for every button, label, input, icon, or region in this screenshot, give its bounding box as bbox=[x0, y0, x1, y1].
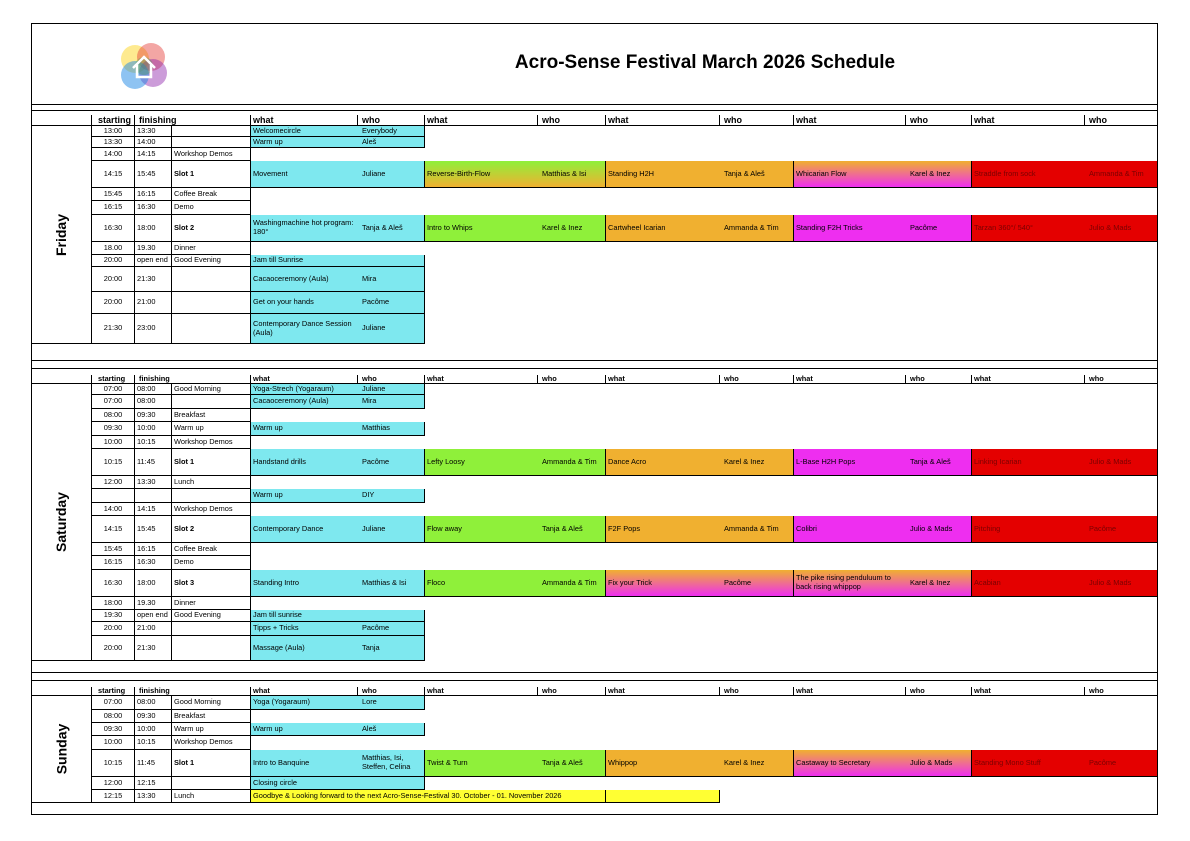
header-what: what bbox=[251, 115, 358, 126]
start-time bbox=[92, 489, 135, 503]
header-who: who bbox=[906, 687, 972, 696]
day-label bbox=[31, 696, 92, 803]
separator-line bbox=[31, 672, 1158, 673]
festival-logo-icon bbox=[115, 37, 173, 95]
slot-label: Breakfast bbox=[172, 710, 251, 723]
session-teacher: Karel & Inez bbox=[906, 161, 972, 188]
start-time: 13:30 bbox=[92, 137, 135, 148]
slot-label: Good Morning bbox=[172, 696, 251, 710]
start-time: 12:15 bbox=[92, 790, 135, 803]
session-teacher: Tanja & Aleš bbox=[720, 161, 794, 188]
start-time: 16:15 bbox=[92, 201, 135, 215]
session-title: Standing Mono Stuff bbox=[972, 750, 1085, 777]
end-time: 15:45 bbox=[135, 161, 172, 188]
session-title: Contemporary Dance bbox=[251, 516, 358, 543]
session-title: Warm up bbox=[251, 489, 358, 503]
slot-label: Good Evening bbox=[172, 255, 251, 267]
start-time: 19:30 bbox=[92, 610, 135, 622]
separator-line bbox=[31, 680, 1158, 681]
header-finishing: finishing bbox=[135, 115, 251, 126]
start-time: 08:00 bbox=[92, 409, 135, 422]
session-teacher: Mira bbox=[358, 267, 425, 292]
session-teacher: Juliane bbox=[358, 384, 425, 395]
slot-label bbox=[172, 636, 251, 661]
session-teacher: Ammanda & Tim bbox=[538, 449, 606, 476]
session-title: Tipps + Tricks bbox=[251, 622, 358, 636]
start-time: 10:15 bbox=[92, 449, 135, 476]
header-what: what bbox=[606, 375, 720, 384]
slot-label: Dinner bbox=[172, 597, 251, 610]
goodbye-banner-tail bbox=[606, 790, 720, 803]
session-teacher: DIY bbox=[358, 489, 425, 503]
end-time: 11:45 bbox=[135, 449, 172, 476]
slot-label bbox=[172, 137, 251, 148]
session-title: Floco bbox=[425, 570, 538, 597]
end-time: 09:30 bbox=[135, 710, 172, 723]
end-time: 08:00 bbox=[135, 696, 172, 710]
session-teacher: Juliane bbox=[358, 161, 425, 188]
slot-label bbox=[172, 314, 251, 344]
end-time: 21:00 bbox=[135, 622, 172, 636]
start-time: 16:30 bbox=[92, 570, 135, 597]
session-title: Pitching bbox=[972, 516, 1085, 543]
separator-line bbox=[31, 368, 1158, 369]
header-who: who bbox=[358, 115, 425, 126]
slot-label: Warm up bbox=[172, 723, 251, 736]
session-title: Fix your Trick bbox=[606, 570, 720, 597]
start-time: 20:00 bbox=[92, 267, 135, 292]
end-time bbox=[135, 489, 172, 503]
slot-label: Breakfast bbox=[172, 409, 251, 422]
header-starting: starting bbox=[92, 687, 135, 696]
header-what: what bbox=[972, 375, 1085, 384]
slot-label: Slot 1 bbox=[172, 750, 251, 777]
session-title: Jam till Sunrise bbox=[251, 255, 358, 267]
session-teacher: Tanja bbox=[358, 636, 425, 661]
header-who: who bbox=[906, 375, 972, 384]
slot-label: Good Evening bbox=[172, 610, 251, 622]
start-time: 10:15 bbox=[92, 750, 135, 777]
start-time: 16:30 bbox=[92, 215, 135, 242]
session-title: Intro to Whips bbox=[425, 215, 538, 242]
start-time: 12:00 bbox=[92, 476, 135, 489]
end-time: 21:30 bbox=[135, 636, 172, 661]
start-time: 14:00 bbox=[92, 503, 135, 516]
session-title: Dance Acro bbox=[606, 449, 720, 476]
session-teacher: Julio & Mads bbox=[1085, 215, 1158, 242]
slot-label: Warm up bbox=[172, 422, 251, 436]
header-who: who bbox=[1085, 375, 1158, 384]
session-teacher: Juliane bbox=[358, 314, 425, 344]
header-blank bbox=[31, 115, 92, 126]
session-teacher: Karel & Inez bbox=[906, 570, 972, 597]
end-time: 11:45 bbox=[135, 750, 172, 777]
session-title: Flow away bbox=[425, 516, 538, 543]
session-teacher bbox=[358, 610, 425, 622]
slot-label bbox=[172, 292, 251, 314]
session-title: F2F Pops bbox=[606, 516, 720, 543]
session-teacher: Julio & Mads bbox=[906, 516, 972, 543]
slot-label: Workshop Demos bbox=[172, 503, 251, 516]
slot-label bbox=[172, 489, 251, 503]
end-time: 21:30 bbox=[135, 267, 172, 292]
start-time: 08:00 bbox=[92, 710, 135, 723]
header-who: who bbox=[358, 687, 425, 696]
separator-line bbox=[31, 110, 1158, 111]
start-time: 21:30 bbox=[92, 314, 135, 344]
session-title: Intro to Banquine bbox=[251, 750, 358, 777]
separator-line bbox=[31, 360, 1158, 361]
session-title: Whicarian Flow bbox=[794, 161, 906, 188]
start-time: 18.00 bbox=[92, 242, 135, 255]
session-teacher: Julio & Mads bbox=[1085, 570, 1158, 597]
start-time: 07:00 bbox=[92, 395, 135, 409]
slot-label: Dinner bbox=[172, 242, 251, 255]
header-who: who bbox=[1085, 687, 1158, 696]
slot-label: Demo bbox=[172, 201, 251, 215]
header-blank bbox=[31, 687, 92, 696]
header-what: what bbox=[251, 687, 358, 696]
session-title: L-Base H2H Pops bbox=[794, 449, 906, 476]
end-time: 10:15 bbox=[135, 436, 172, 449]
slot-label: Workshop Demos bbox=[172, 436, 251, 449]
header-who: who bbox=[720, 115, 794, 126]
session-teacher: Pacôme bbox=[358, 449, 425, 476]
end-time: 13:30 bbox=[135, 790, 172, 803]
end-time: 14:00 bbox=[135, 137, 172, 148]
end-time: 19.30 bbox=[135, 242, 172, 255]
slot-label bbox=[172, 267, 251, 292]
session-title: Tarzan 360°/ 540° bbox=[972, 215, 1085, 242]
start-time: 18:00 bbox=[92, 597, 135, 610]
header-starting: starting bbox=[92, 115, 135, 126]
start-time: 10:00 bbox=[92, 436, 135, 449]
session-teacher: Everybody bbox=[358, 126, 425, 137]
session-title: Closing circle bbox=[251, 777, 358, 790]
slot-label bbox=[172, 622, 251, 636]
page-title: Acro-Sense Festival March 2026 Schedule bbox=[514, 52, 896, 73]
end-time: 08:00 bbox=[135, 395, 172, 409]
end-time: 13:30 bbox=[135, 476, 172, 489]
start-time: 07:00 bbox=[92, 384, 135, 395]
end-time: 16:15 bbox=[135, 543, 172, 556]
header-who: who bbox=[538, 687, 606, 696]
day-name: Saturday bbox=[52, 492, 69, 552]
session-teacher: Karel & Inez bbox=[720, 449, 794, 476]
session-teacher bbox=[358, 255, 425, 267]
session-title: Cartwheel Icarian bbox=[606, 215, 720, 242]
session-title: Warm up bbox=[251, 137, 358, 148]
session-teacher: Pacôme bbox=[906, 215, 972, 242]
header-who: who bbox=[538, 115, 606, 126]
slot-label: Slot 3 bbox=[172, 570, 251, 597]
day-label bbox=[31, 384, 92, 661]
header-who: who bbox=[720, 687, 794, 696]
end-time: 12:15 bbox=[135, 777, 172, 790]
end-time: 10:00 bbox=[135, 422, 172, 436]
session-teacher: Pacôme bbox=[358, 292, 425, 314]
end-time: 09:30 bbox=[135, 409, 172, 422]
header-finishing: finishing bbox=[135, 375, 251, 384]
session-teacher: Juliane bbox=[358, 516, 425, 543]
start-time: 12:00 bbox=[92, 777, 135, 790]
header-what: what bbox=[425, 115, 538, 126]
header-who: who bbox=[1085, 115, 1158, 126]
session-teacher: Ammanda & Tim bbox=[538, 570, 606, 597]
end-time: 19.30 bbox=[135, 597, 172, 610]
separator-line bbox=[31, 104, 1158, 105]
start-time: 20:00 bbox=[92, 636, 135, 661]
start-time: 20:00 bbox=[92, 622, 135, 636]
goodbye-banner: Goodbye & Looking forward to the next Acro-Sense-Festival 30. October - 01. November 2026 bbox=[251, 790, 606, 803]
session-teacher: Pacôme bbox=[1085, 516, 1158, 543]
session-teacher: Pacôme bbox=[720, 570, 794, 597]
header-what: what bbox=[425, 687, 538, 696]
session-teacher: Julio & Mads bbox=[1085, 449, 1158, 476]
session-title: Movement bbox=[251, 161, 358, 188]
session-title: Standing Intro bbox=[251, 570, 358, 597]
session-teacher: Mira bbox=[358, 395, 425, 409]
session-teacher: Tanja & Aleš bbox=[538, 516, 606, 543]
session-title: Cacaoceremony (Aula) bbox=[251, 267, 358, 292]
header-what: what bbox=[606, 115, 720, 126]
session-title: Warm up bbox=[251, 723, 358, 736]
start-time: 15:45 bbox=[92, 543, 135, 556]
slot-label: Slot 2 bbox=[172, 516, 251, 543]
slot-label: Coffee Break bbox=[172, 188, 251, 201]
end-time: 16:30 bbox=[135, 556, 172, 570]
slot-label: Workshop Demos bbox=[172, 148, 251, 161]
session-title: Whippop bbox=[606, 750, 720, 777]
session-teacher: Pacôme bbox=[1085, 750, 1158, 777]
end-time: 14:15 bbox=[135, 503, 172, 516]
end-time: 10:00 bbox=[135, 723, 172, 736]
start-time: 15:45 bbox=[92, 188, 135, 201]
header-what: what bbox=[794, 375, 906, 384]
end-time: 21:00 bbox=[135, 292, 172, 314]
session-title: Get on your hands bbox=[251, 292, 358, 314]
day-name: Friday bbox=[52, 213, 69, 256]
session-title: Massage (Aula) bbox=[251, 636, 358, 661]
header-what: what bbox=[794, 687, 906, 696]
session-title: Yoga (Yogaraum) bbox=[251, 696, 358, 710]
session-title: Washingmachine hot program: 180° bbox=[251, 215, 358, 242]
session-title: Linking Icarian bbox=[972, 449, 1085, 476]
end-time: open end bbox=[135, 610, 172, 622]
slot-label: Slot 2 bbox=[172, 215, 251, 242]
slot-label: Workshop Demos bbox=[172, 736, 251, 750]
slot-label bbox=[172, 777, 251, 790]
end-time: 10:15 bbox=[135, 736, 172, 750]
header-who: who bbox=[906, 115, 972, 126]
slot-label: Coffee Break bbox=[172, 543, 251, 556]
start-time: 20:00 bbox=[92, 255, 135, 267]
session-teacher bbox=[358, 777, 425, 790]
session-title: Reverse-Birth-Flow bbox=[425, 161, 538, 188]
session-teacher: Matthias, Isi, Steffen, Celina bbox=[358, 750, 425, 777]
start-time: 07:00 bbox=[92, 696, 135, 710]
session-teacher: Ammanda & Tim bbox=[1085, 161, 1158, 188]
header-what: what bbox=[606, 687, 720, 696]
session-title: Castaway to Secretary bbox=[794, 750, 906, 777]
session-title: Standing H2H bbox=[606, 161, 720, 188]
header-what: what bbox=[251, 375, 358, 384]
header-what: what bbox=[972, 115, 1085, 126]
session-title: Lefty Loosy bbox=[425, 449, 538, 476]
start-time: 16:15 bbox=[92, 556, 135, 570]
end-time: open end bbox=[135, 255, 172, 267]
session-title: Straddle from sock bbox=[972, 161, 1085, 188]
slot-label: Good Morning bbox=[172, 384, 251, 395]
header-what: what bbox=[794, 115, 906, 126]
slot-label: Demo bbox=[172, 556, 251, 570]
slot-label: Lunch bbox=[172, 790, 251, 803]
session-title: Yoga-Strech (Yogaraum) bbox=[251, 384, 358, 395]
start-time: 10:00 bbox=[92, 736, 135, 750]
day-label bbox=[31, 126, 92, 344]
day-name: Sunday bbox=[52, 723, 69, 775]
slot-label: Slot 1 bbox=[172, 449, 251, 476]
start-time: 14:15 bbox=[92, 161, 135, 188]
session-teacher: Matthias bbox=[358, 422, 425, 436]
session-title: Warm up bbox=[251, 422, 358, 436]
session-teacher: Julio & Mads bbox=[906, 750, 972, 777]
session-title: Jam till sunrise bbox=[251, 610, 358, 622]
header-what: what bbox=[972, 687, 1085, 696]
header-who: who bbox=[720, 375, 794, 384]
session-teacher: Tanja & Aleš bbox=[906, 449, 972, 476]
start-time: 13:00 bbox=[92, 126, 135, 137]
end-time: 18:00 bbox=[135, 570, 172, 597]
session-teacher: Ammanda & Tim bbox=[720, 215, 794, 242]
end-time: 08:00 bbox=[135, 384, 172, 395]
session-teacher: Tanja & Aleš bbox=[538, 750, 606, 777]
session-title: The pike rising penduluum to back rising whippop bbox=[794, 570, 906, 597]
slot-label bbox=[172, 395, 251, 409]
session-teacher: Aleš bbox=[358, 723, 425, 736]
header-blank bbox=[31, 375, 92, 384]
slot-label bbox=[172, 126, 251, 137]
start-time: 09:30 bbox=[92, 723, 135, 736]
session-title: Twist & Turn bbox=[425, 750, 538, 777]
session-teacher: Aleš bbox=[358, 137, 425, 148]
session-title: Contemporary Dance Session (Aula) bbox=[251, 314, 358, 344]
session-teacher: Ammanda & Tim bbox=[720, 516, 794, 543]
start-time: 09:30 bbox=[92, 422, 135, 436]
session-teacher: Tanja & Aleš bbox=[358, 215, 425, 242]
end-time: 14:15 bbox=[135, 148, 172, 161]
slot-label: Slot 1 bbox=[172, 161, 251, 188]
header-finishing: finishing bbox=[135, 687, 251, 696]
end-time: 16:15 bbox=[135, 188, 172, 201]
end-time: 18:00 bbox=[135, 215, 172, 242]
start-time: 20:00 bbox=[92, 292, 135, 314]
end-time: 16:30 bbox=[135, 201, 172, 215]
session-teacher: Matthias & Isi bbox=[358, 570, 425, 597]
session-title: Colibri bbox=[794, 516, 906, 543]
end-time: 15:45 bbox=[135, 516, 172, 543]
session-teacher: Karel & Inez bbox=[538, 215, 606, 242]
session-title: Acabian bbox=[972, 570, 1085, 597]
end-time: 23:00 bbox=[135, 314, 172, 344]
session-teacher: Karel & Inez bbox=[720, 750, 794, 777]
session-title: Handstand drills bbox=[251, 449, 358, 476]
session-title: Welcomecircle bbox=[251, 126, 358, 137]
session-title: Standing F2H Tricks bbox=[794, 215, 906, 242]
header-who: who bbox=[538, 375, 606, 384]
end-time: 13:30 bbox=[135, 126, 172, 137]
header-what: what bbox=[425, 375, 538, 384]
header-starting: starting bbox=[92, 375, 135, 384]
session-title: Cacaoceremony (Aula) bbox=[251, 395, 358, 409]
session-teacher: Pacôme bbox=[358, 622, 425, 636]
header-who: who bbox=[358, 375, 425, 384]
slot-label: Lunch bbox=[172, 476, 251, 489]
session-teacher: Matthias & Isi bbox=[538, 161, 606, 188]
start-time: 14:15 bbox=[92, 516, 135, 543]
start-time: 14:00 bbox=[92, 148, 135, 161]
session-teacher: Lore bbox=[358, 696, 425, 710]
